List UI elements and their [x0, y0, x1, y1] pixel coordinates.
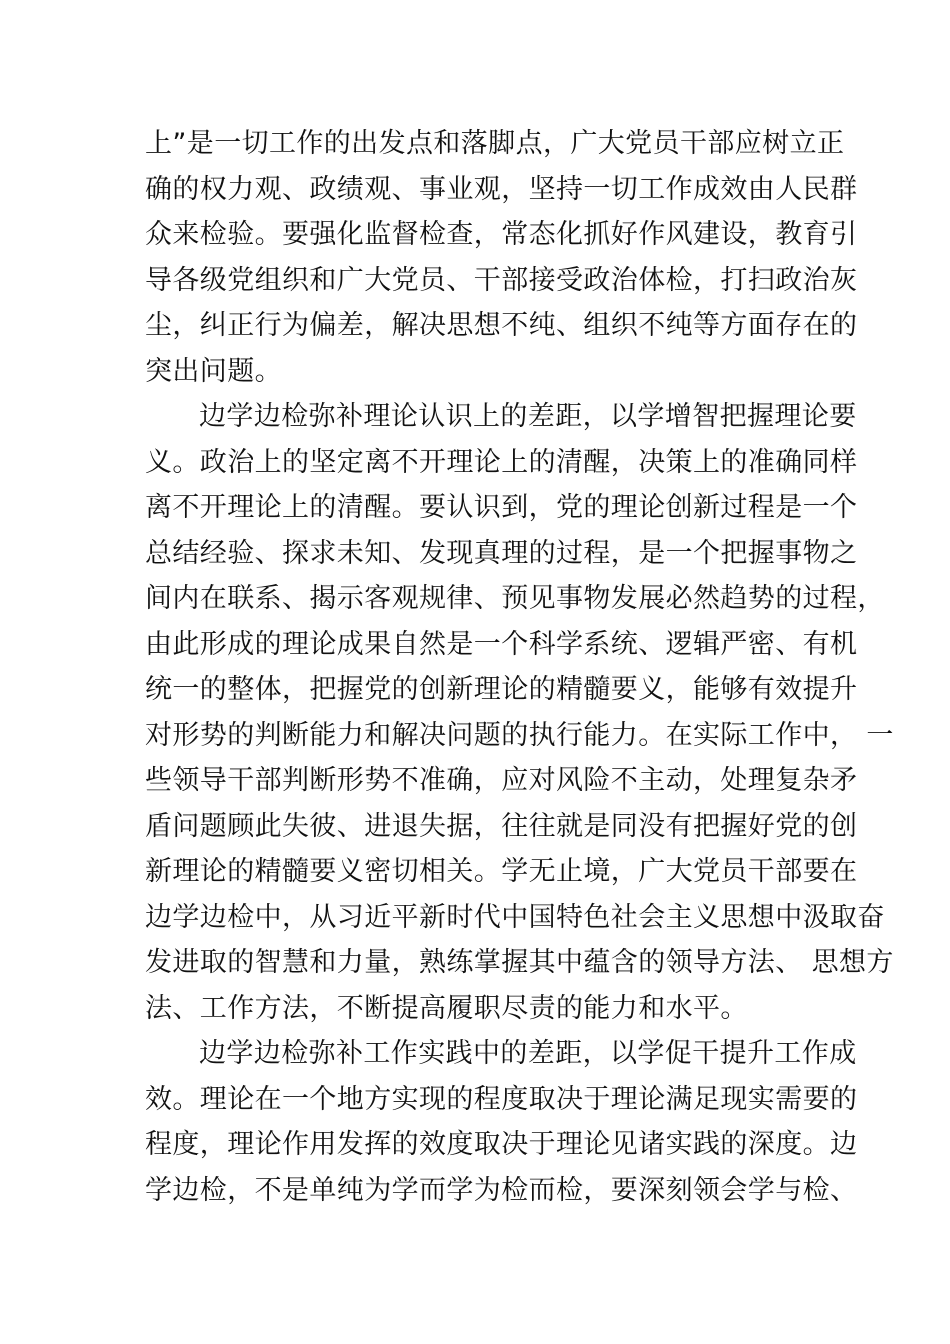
paragraph-2: [145, 394, 894, 1031]
text-line: 盾问题顾此失彼、进退失据，往往就是同没有把握好党的创: [145, 810, 858, 842]
text-line: 边学边检中，从习近平新时代中国特色社会主义思想中汲取奋: [145, 901, 885, 933]
paragraph-3: [145, 1031, 858, 1213]
text-line: 由此形成的理论成果自然是一个科学系统、逻辑严密、有机: [145, 628, 858, 660]
text-line: 尘，纠正行为偏差，解决思想不纯、组织不纯等方面存在的: [145, 310, 858, 341]
text-line: 突出问题。: [145, 355, 282, 387]
text-line: 学边检，不是单纯为学而学为检而检，要深刻领会学与检、: [145, 1174, 858, 1206]
text-line: 法、工作方法，不断提高履职尽责的能力和水平。: [145, 992, 748, 1024]
text-line-indented: 边学边检弥补理论认识上的差距，以学增智把握理论要: [199, 401, 857, 432]
text-line: 统一的整体，把握党的创新理论的精髓要义，能够有效提升: [145, 674, 858, 705]
text-line: 新理论的精髓要义密切相关。学无止境，广大党员干部要在: [145, 856, 858, 887]
text-line: 上”是一切工作的出发点和落脚点，广大党员干部应树立正: [145, 128, 845, 159]
text-line: 发进取的智慧和力量，熟练掌握其中蕴含的领导方法、 思想方: [145, 947, 894, 978]
text-line: 程度，理论作用发挥的效度取决于理论见诸实践的深度。边: [145, 1129, 858, 1160]
text-line: 总结经验、探求未知、发现真理的过程，是一个把握事物之: [145, 537, 858, 569]
text-line: 对形势的判断能力和解决问题的执行能力。在实际工作中， 一: [145, 719, 894, 751]
text-line: 间内在联系、揭示客观规律、预见事物发展必然趋势的过程，: [145, 583, 885, 614]
text-line: 效。理论在一个地方实现的程度取决于理论满足现实需要的: [145, 1083, 858, 1115]
text-line: 些领导干部判断形势不准确，应对风险不主动，处理复杂矛: [145, 765, 858, 796]
text-line: 离不开理论上的清醒。要认识到，党的理论创新过程是一个: [145, 492, 858, 523]
text-line: 导各级党组织和广大党员、干部接受政治体检，打扫政治灰: [145, 264, 858, 296]
paragraph-1: [145, 121, 858, 394]
text-line: 义。政治上的坚定离不开理论上的清醒，决策上的准确同样: [145, 446, 858, 478]
document-body: [145, 121, 894, 1213]
text-line: 确的权力观、政绩观、事业观，坚持一切工作成效由人民群: [145, 173, 858, 205]
text-line-indented: 边学边检弥补工作实践中的差距，以学促干提升工作成: [199, 1038, 857, 1069]
text-line: 众来检验。要强化监督检查，常态化抓好作风建设，教育引: [145, 219, 858, 250]
